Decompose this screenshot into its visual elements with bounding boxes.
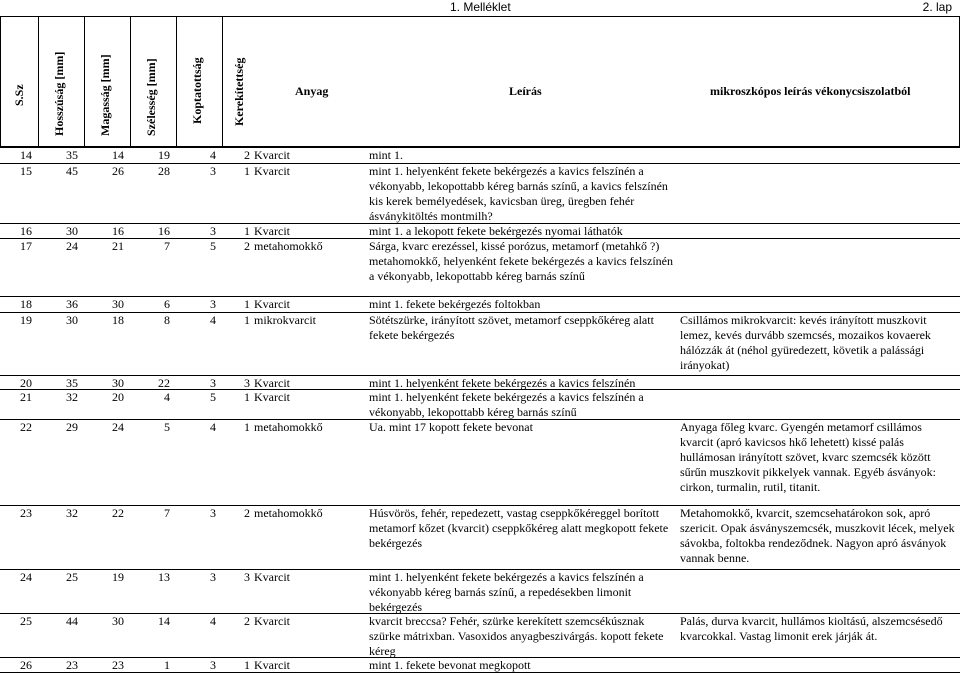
cell-leiras: mint 1. <box>369 148 404 162</box>
table-top-rule <box>0 16 960 17</box>
cell-hossz: 23 <box>66 658 78 672</box>
cell-szeles: 5 <box>164 420 170 434</box>
cell-sz: 20 <box>20 376 32 390</box>
table-row <box>0 313 960 375</box>
cell-magas: 21 <box>112 239 124 253</box>
col-header-szeles: Szélesség [mm] <box>144 58 158 136</box>
cell-leiras: Húsvörös, fehér, repedezett, vastag cseppkőkéreggel borított metamorf kőzet (kvarcit) cseppkőkéreg alatt megkopott fekete bekérgezés <box>369 506 669 550</box>
table-row <box>0 164 960 224</box>
cell-kopt: 3 <box>210 164 216 178</box>
cell-kerek: 2 <box>244 506 250 520</box>
table-row <box>0 148 960 163</box>
cell-magas: 30 <box>112 376 124 390</box>
cell-magas: 24 <box>112 420 124 434</box>
col-header-magas: Magasság [mm] <box>98 54 112 136</box>
cell-szeles: 13 <box>158 570 170 584</box>
header-divider <box>38 17 39 147</box>
cell-anyag: metahomokkő <box>254 506 323 520</box>
table-row <box>0 570 960 614</box>
cell-mikro: Metahomokkő, kvarcit, szemcsehatárokon sok, apró szericit. Opak ásványszemcsék, muszkovit lécek, melyek sávokba, foltokba rendeződnek. Nagyon apró ásványok vannak benne. <box>680 506 955 565</box>
cell-magas: 16 <box>112 224 124 238</box>
cell-hossz: 35 <box>66 376 78 390</box>
cell-mikro: Palás, durva kvarcit, hullámos kioltású, alszemcsésedő kvarcokkal. Vastag limonit erek járják át. <box>680 614 943 643</box>
cell-hossz: 30 <box>66 224 78 238</box>
cell-sz: 14 <box>20 148 32 162</box>
cell-leiras: mint 1. helyenként fekete bekérgezés a kavics felszínén <box>369 376 636 390</box>
cell-leiras: mint 1. helyenként fekete bekérgezés a kavics felszínén a vékonyabb kéreg barnás színű, a repedésekben limonit bekérgezés <box>369 570 644 614</box>
cell-leiras: mint 1. fekete bevonat megkopott <box>369 658 531 672</box>
cell-szeles: 22 <box>158 376 170 390</box>
cell-hossz: 44 <box>66 614 78 628</box>
col-header-hossz: Hosszúság [mm] <box>52 51 66 136</box>
cell-szeles: 8 <box>164 313 170 327</box>
cell-kopt: 3 <box>210 376 216 390</box>
page-number: 2. lap <box>922 0 952 14</box>
cell-kopt: 4 <box>210 148 216 162</box>
cell-magas: 14 <box>112 148 124 162</box>
cell-szeles: 28 <box>158 164 170 178</box>
cell-szeles: 16 <box>158 224 170 238</box>
cell-kerek: 2 <box>244 148 250 162</box>
cell-sz: 25 <box>20 614 32 628</box>
cell-kopt: 5 <box>210 239 216 253</box>
table-row <box>0 658 960 673</box>
cell-anyag: Kvarcit <box>254 164 290 178</box>
cell-anyag: Kvarcit <box>254 614 290 628</box>
header-divider <box>130 17 131 147</box>
cell-kerek: 2 <box>244 239 250 253</box>
col-header-anyag: Anyag <box>295 84 329 98</box>
cell-kerek: 1 <box>244 297 250 311</box>
cell-anyag: Kvarcit <box>254 658 290 672</box>
annex-label: 1. Melléklet <box>450 0 511 14</box>
cell-kerek: 1 <box>244 420 250 434</box>
cell-kerek: 3 <box>244 570 250 584</box>
header-divider <box>222 17 223 147</box>
cell-sz: 21 <box>20 390 32 404</box>
cell-anyag: Kvarcit <box>254 570 290 584</box>
cell-kerek: 3 <box>244 376 250 390</box>
cell-szeles: 4 <box>164 390 170 404</box>
cell-anyag: Kvarcit <box>254 297 290 311</box>
cell-kopt: 3 <box>210 570 216 584</box>
col-header-sz: S.Sz <box>12 84 26 106</box>
cell-sz: 15 <box>20 164 32 178</box>
cell-szeles: 14 <box>158 614 170 628</box>
cell-leiras: mint 1. helyenként fekete bekérgezés a kavics felszínén a vékonyabb, lekopottabb kéreg barnás színű <box>369 390 644 419</box>
cell-sz: 22 <box>20 420 32 434</box>
col-header-kerek: Kerekítettség <box>232 57 246 126</box>
cell-hossz: 35 <box>66 148 78 162</box>
table-row <box>0 506 960 570</box>
cell-kerek: 1 <box>244 658 250 672</box>
cell-magas: 26 <box>112 164 124 178</box>
cell-kopt: 4 <box>210 313 216 327</box>
header-divider <box>176 17 177 147</box>
cell-leiras: kvarcit breccsa? Fehér, szürke kerekített szemcsékúsznak szürke mátrixban. Vasoxidos anyagbeszivárgás. kopott fekete kéreg <box>369 614 664 658</box>
cell-kerek: 1 <box>244 313 250 327</box>
cell-sz: 26 <box>20 658 32 672</box>
cell-kerek: 1 <box>244 390 250 404</box>
cell-magas: 23 <box>112 658 124 672</box>
cell-leiras: Sötétszürke, irányított szövet, metamorf cseppkőkéreg alatt fekete bekérgezés <box>369 313 654 342</box>
cell-hossz: 30 <box>66 313 78 327</box>
cell-anyag: Kvarcit <box>254 390 290 404</box>
cell-sz: 23 <box>20 506 32 520</box>
cell-sz: 17 <box>20 239 32 253</box>
cell-szeles: 19 <box>158 148 170 162</box>
table-row <box>0 420 960 492</box>
cell-sz: 19 <box>20 313 32 327</box>
cell-mikro: Csillámos mikrokvarcit: kevés irányított muszkovit lemez, kevés durvább szemcsés, mozaikos kovaerek hálózzák át (néhol gyüredezett, követik a palássági irányokat) <box>680 313 931 372</box>
cell-kerek: 2 <box>244 614 250 628</box>
cell-kerek: 1 <box>244 164 250 178</box>
cell-hossz: 29 <box>66 420 78 434</box>
table-row <box>0 390 960 420</box>
cell-kopt: 5 <box>210 390 216 404</box>
cell-leiras: mint 1. helyenként fekete bekérgezés a kavics felszínén a vékonyabb, lekopottabb kéreg barnás színű, a kavics felszínén kis kerek bemélyedések, kavicsban üreg, üregben fehér ásványkitöltés montmilh? <box>369 164 668 223</box>
table-row <box>0 376 960 390</box>
cell-magas: 30 <box>112 614 124 628</box>
cell-hossz: 25 <box>66 570 78 584</box>
table-row <box>0 614 960 658</box>
cell-szeles: 7 <box>164 506 170 520</box>
cell-szeles: 1 <box>164 658 170 672</box>
cell-kopt: 4 <box>210 420 216 434</box>
cell-mikro: Anyaga főleg kvarc. Gyengén metamorf csillámos kvarcit (apró kavicsos hkő lehetett) kissé palás hullámosan irányított szövet, kvarc szemcsék között sűrűn muszkovit pikkelyek vannak. Egyéb ásványok: cirkon, turmalin, rutil, titanit. <box>680 420 936 494</box>
cell-kopt: 3 <box>210 506 216 520</box>
cell-kopt: 3 <box>210 224 216 238</box>
cell-anyag: mikrokvarcit <box>254 313 316 327</box>
page-header <box>0 0 960 16</box>
header-divider <box>0 17 1 147</box>
cell-szeles: 7 <box>164 239 170 253</box>
table-row <box>0 239 960 297</box>
table-row <box>0 224 960 239</box>
cell-magas: 30 <box>112 297 124 311</box>
cell-szeles: 6 <box>164 297 170 311</box>
cell-anyag: metahomokkő <box>254 239 323 253</box>
cell-anyag: metahomokkő <box>254 420 323 434</box>
cell-leiras: mint 1. a lekopott fekete bekérgezés nyomai láthatók <box>369 224 623 238</box>
col-header-kopt: Koptatottság <box>190 57 204 124</box>
col-header-leiras: Leírás <box>509 84 542 98</box>
cell-hossz: 24 <box>66 239 78 253</box>
cell-kopt: 3 <box>210 297 216 311</box>
cell-kopt: 4 <box>210 614 216 628</box>
cell-magas: 19 <box>112 570 124 584</box>
header-divider <box>84 17 85 147</box>
cell-magas: 22 <box>112 506 124 520</box>
cell-sz: 24 <box>20 570 32 584</box>
cell-kopt: 3 <box>210 658 216 672</box>
cell-leiras: mint 1. fekete bekérgezés foltokban <box>369 297 541 311</box>
cell-magas: 20 <box>112 390 124 404</box>
cell-sz: 16 <box>20 224 32 238</box>
col-header-mikro: mikroszkópos leírás vékonycsiszolatból <box>710 84 911 98</box>
cell-anyag: Kvarcit <box>254 376 290 390</box>
cell-hossz: 32 <box>66 506 78 520</box>
table-row <box>0 297 960 312</box>
cell-magas: 18 <box>112 313 124 327</box>
cell-leiras: Ua. mint 17 kopott fekete bevonat <box>369 420 533 434</box>
cell-anyag: Kvarcit <box>254 224 290 238</box>
cell-hossz: 45 <box>66 164 78 178</box>
cell-hossz: 36 <box>66 297 78 311</box>
cell-anyag: Kvarcit <box>254 148 290 162</box>
cell-leiras: Sárga, kvarc erezéssel, kissé porózus, metamorf (metahkő ?) metahomokkő, helyenként fekete bekérgezés a kavics felszínén a vékonyabb, lekopottabb kéreg barnás színű <box>369 239 673 283</box>
cell-hossz: 32 <box>66 390 78 404</box>
cell-sz: 18 <box>20 297 32 311</box>
cell-kerek: 1 <box>244 224 250 238</box>
